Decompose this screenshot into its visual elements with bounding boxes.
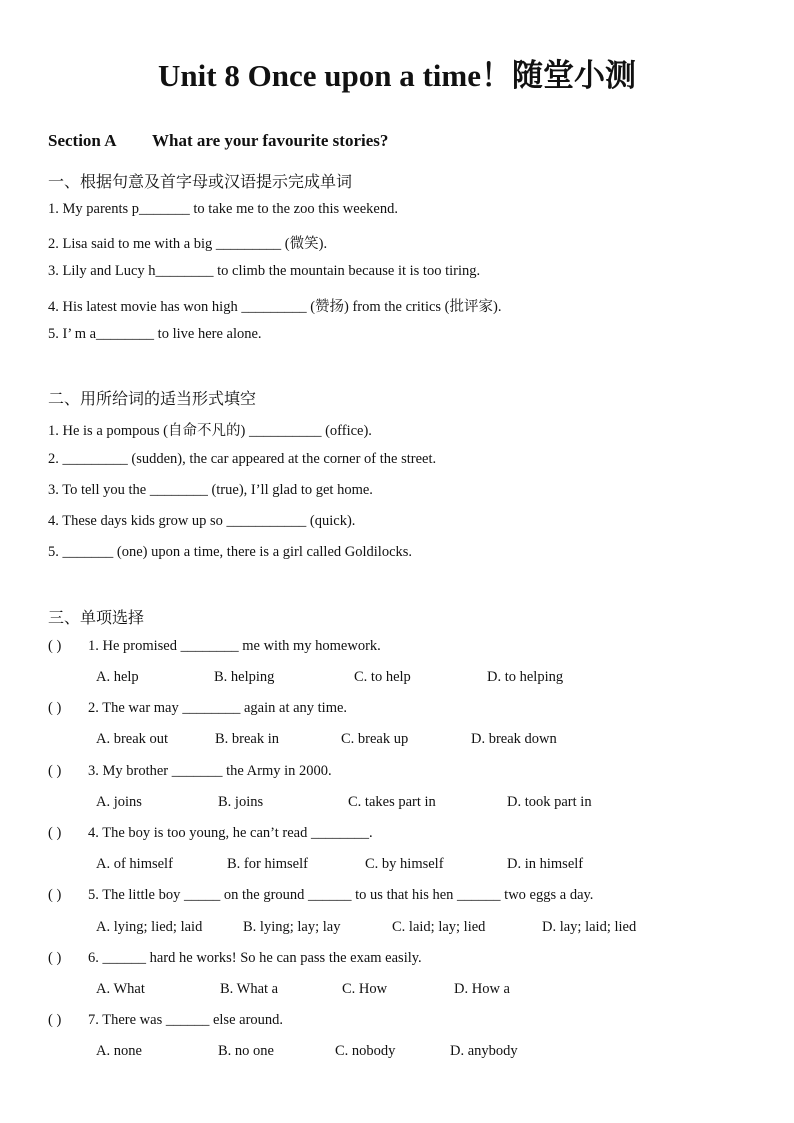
option-b: B. helping	[214, 669, 275, 685]
part2-item-5: 5. _______ (one) upon a time, there is a girl called Goldilocks.	[48, 544, 413, 560]
part2-item-4: 4. These days kids grow up so ___________ (quick).	[48, 513, 356, 529]
option-b: B. no one	[218, 1043, 274, 1059]
option-d: D. lay; laid; lied	[542, 919, 637, 935]
answer-bracket: ( )	[48, 825, 62, 841]
mcq-6-options	[96, 981, 696, 1001]
mcq-2-options	[96, 731, 696, 751]
option-a: A. none	[96, 1043, 142, 1059]
mcq-3-stem	[48, 763, 332, 780]
mcq-question: 7. There was ______ else around.	[88, 1012, 284, 1028]
section-label: Section A	[48, 131, 117, 150]
option-d: D. How a	[454, 981, 510, 997]
part1-heading: 一、根据句意及首字母或汉语提示完成单词	[48, 172, 353, 191]
option-a: A. help	[96, 669, 139, 685]
answer-bracket: ( )	[48, 700, 62, 716]
option-b: B. joins	[218, 794, 264, 810]
option-a: A. lying; lied; laid	[96, 919, 203, 935]
mcq-7-stem	[48, 1012, 283, 1029]
option-d: D. break down	[471, 731, 557, 747]
option-d: D. to helping	[487, 669, 564, 685]
mcq-question: 3. My brother _______ the Army in 2000.	[88, 763, 332, 779]
part2-item-1: 1. He is a pompous (自命不凡的) __________ (office).	[48, 423, 372, 439]
part1-item-3: 3. Lily and Lucy h________ to climb the mountain because it is too tiring.	[48, 263, 481, 279]
option-d: D. took part in	[507, 794, 592, 810]
option-c: C. to help	[354, 669, 411, 685]
mcq-5-stem	[48, 887, 593, 904]
page-title: Unit 8 Once upon a time！随堂小测	[158, 58, 636, 93]
section-title: What are your favourite stories?	[152, 131, 389, 150]
mcq-3-options	[96, 794, 696, 814]
option-b: B. for himself	[227, 856, 308, 872]
option-b: B. lying; lay; lay	[243, 919, 341, 935]
answer-bracket: ( )	[48, 763, 62, 779]
mcq-question: 5. The little boy _____ on the ground ______ to us that his hen ______ two eggs a day.	[88, 887, 594, 903]
section-heading	[48, 131, 388, 151]
mcq-question: 4. The boy is too young, he can’t read ________.	[88, 825, 373, 841]
part1-item-5: 5. I’ m a________ to live here alone.	[48, 326, 262, 342]
mcq-question: 6. ______ hard he works! So he can pass the exam easily.	[88, 950, 422, 966]
option-b: B. break in	[215, 731, 280, 747]
option-c: C. How	[342, 981, 388, 997]
part3-heading: 三、单项选择	[48, 608, 145, 627]
option-a: A. What	[96, 981, 145, 997]
part2-item-3: 3. To tell you the ________ (true), I’ll glad to get home.	[48, 482, 373, 498]
mcq-question: 2. The war may ________ again at any time.	[88, 700, 348, 716]
option-c: C. laid; lay; lied	[392, 919, 486, 935]
mcq-1-stem	[48, 638, 381, 655]
option-a: A. break out	[96, 731, 169, 747]
option-a: A. joins	[96, 794, 142, 810]
option-d: D. anybody	[450, 1043, 518, 1059]
answer-bracket: ( )	[48, 1012, 62, 1028]
answer-bracket: ( )	[48, 638, 62, 654]
mcq-2-stem	[48, 700, 347, 717]
option-b: B. What a	[220, 981, 279, 997]
part2-item-2: 2. _________ (sudden), the car appeared at the corner of the street.	[48, 451, 437, 467]
option-d: D. in himself	[507, 856, 584, 872]
option-c: C. takes part in	[348, 794, 436, 810]
mcq-5-options	[96, 919, 696, 939]
mcq-1-options	[96, 669, 696, 689]
part1-item-4: 4. His latest movie has won high _________ (赞扬) from the critics (批评家).	[48, 299, 502, 315]
answer-bracket: ( )	[48, 950, 62, 966]
mcq-4-stem	[48, 825, 373, 842]
part1-item-1: 1. My parents p_______ to take me to the zoo this weekend.	[48, 201, 398, 217]
option-c: C. break up	[341, 731, 409, 747]
part2-heading: 二、用所给词的适当形式填空	[48, 389, 257, 408]
part1-item-2: 2. Lisa said to me with a big _________ (微笑).	[48, 236, 328, 252]
mcq-question: 1. He promised ________ me with my homework.	[88, 638, 381, 654]
option-a: A. of himself	[96, 856, 173, 872]
option-c: C. nobody	[335, 1043, 396, 1059]
mcq-6-stem	[48, 950, 422, 967]
answer-bracket: ( )	[48, 887, 62, 903]
mcq-7-options	[96, 1043, 696, 1063]
option-c: C. by himself	[365, 856, 444, 872]
mcq-4-options	[96, 856, 696, 876]
